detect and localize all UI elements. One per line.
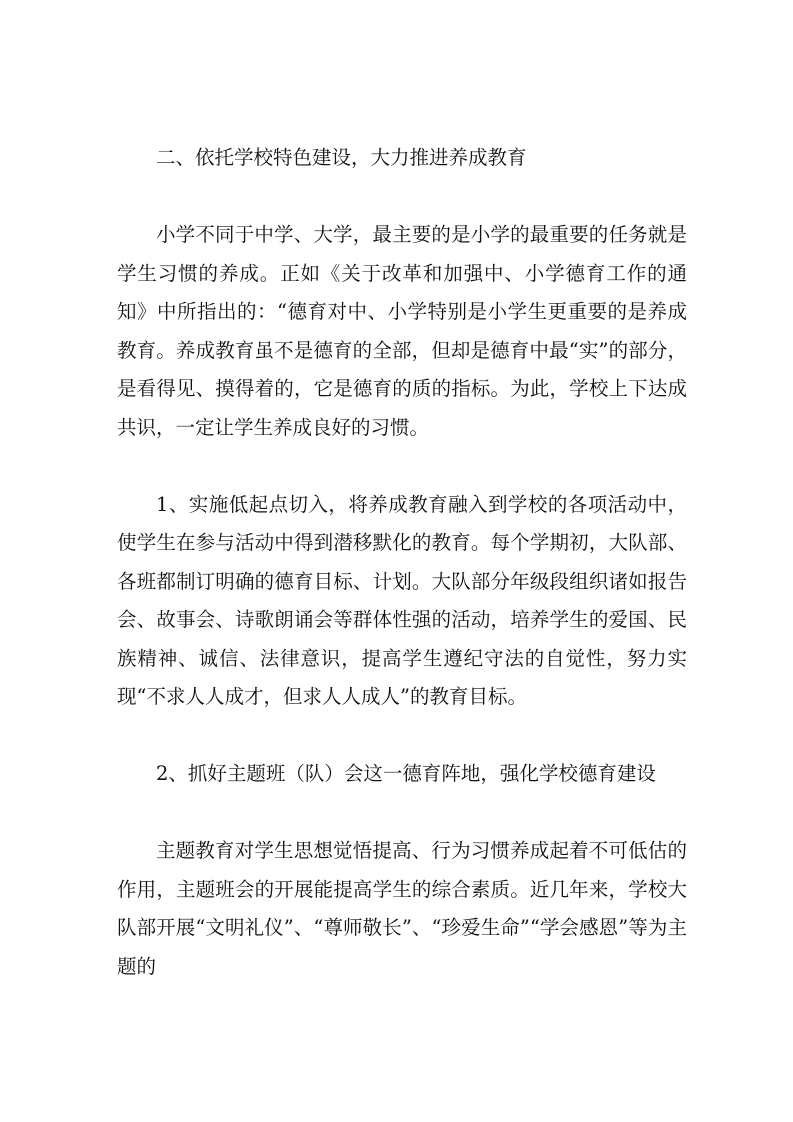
body-paragraph: 主题教育对学生思想觉悟提高、行为习惯养成起着不可低估的作用，主题班会的开展能提高学生的综合素质。近几年来，学校大队部开展“文明礼仪”、“尊师敬长”、“珍爱生命”“学会感恩”等为主题的 <box>117 839 687 978</box>
body-paragraph: 小学不同于中学、大学，最主要的是小学的最重要的任务就是学生习惯的养成。正如《关于改革和加强中、小学德育工作的通知》中所指出的：“德育对中、小学特别是小学生更重要的是养成教育。养成教育虽不是德育的全部，但却是德育中最“实”的部分，是看得见、摸得着的，它是德育的质的指标。为此，学校上下达成共识，一定让学生养成良好的习惯。 <box>117 223 687 439</box>
body-paragraph: 1、实施低起点切入，将养成教育融入到学校的各项活动中，使学生在参与活动中得到潜移默化的教育。每个学期初，大队部、各班都制订明确的德育目标、计划。大队部分年级段组织诸如报告会、故事会、诗歌朗诵会等群体性强的活动，培养学生的爱国、民族精神、诚信、法律意识，提高学生遵纪守法的自觉性，努力实现“不求人人成才，但求人人成人”的教育目标。 <box>117 492 687 708</box>
document-body <box>117 139 687 986</box>
subsection-heading: 2、抓好主题班（队）会这一德育阵地，强化学校德育建设 <box>156 762 656 785</box>
section-heading: 二、依托学校特色建设，大力推进养成教育 <box>156 146 527 169</box>
